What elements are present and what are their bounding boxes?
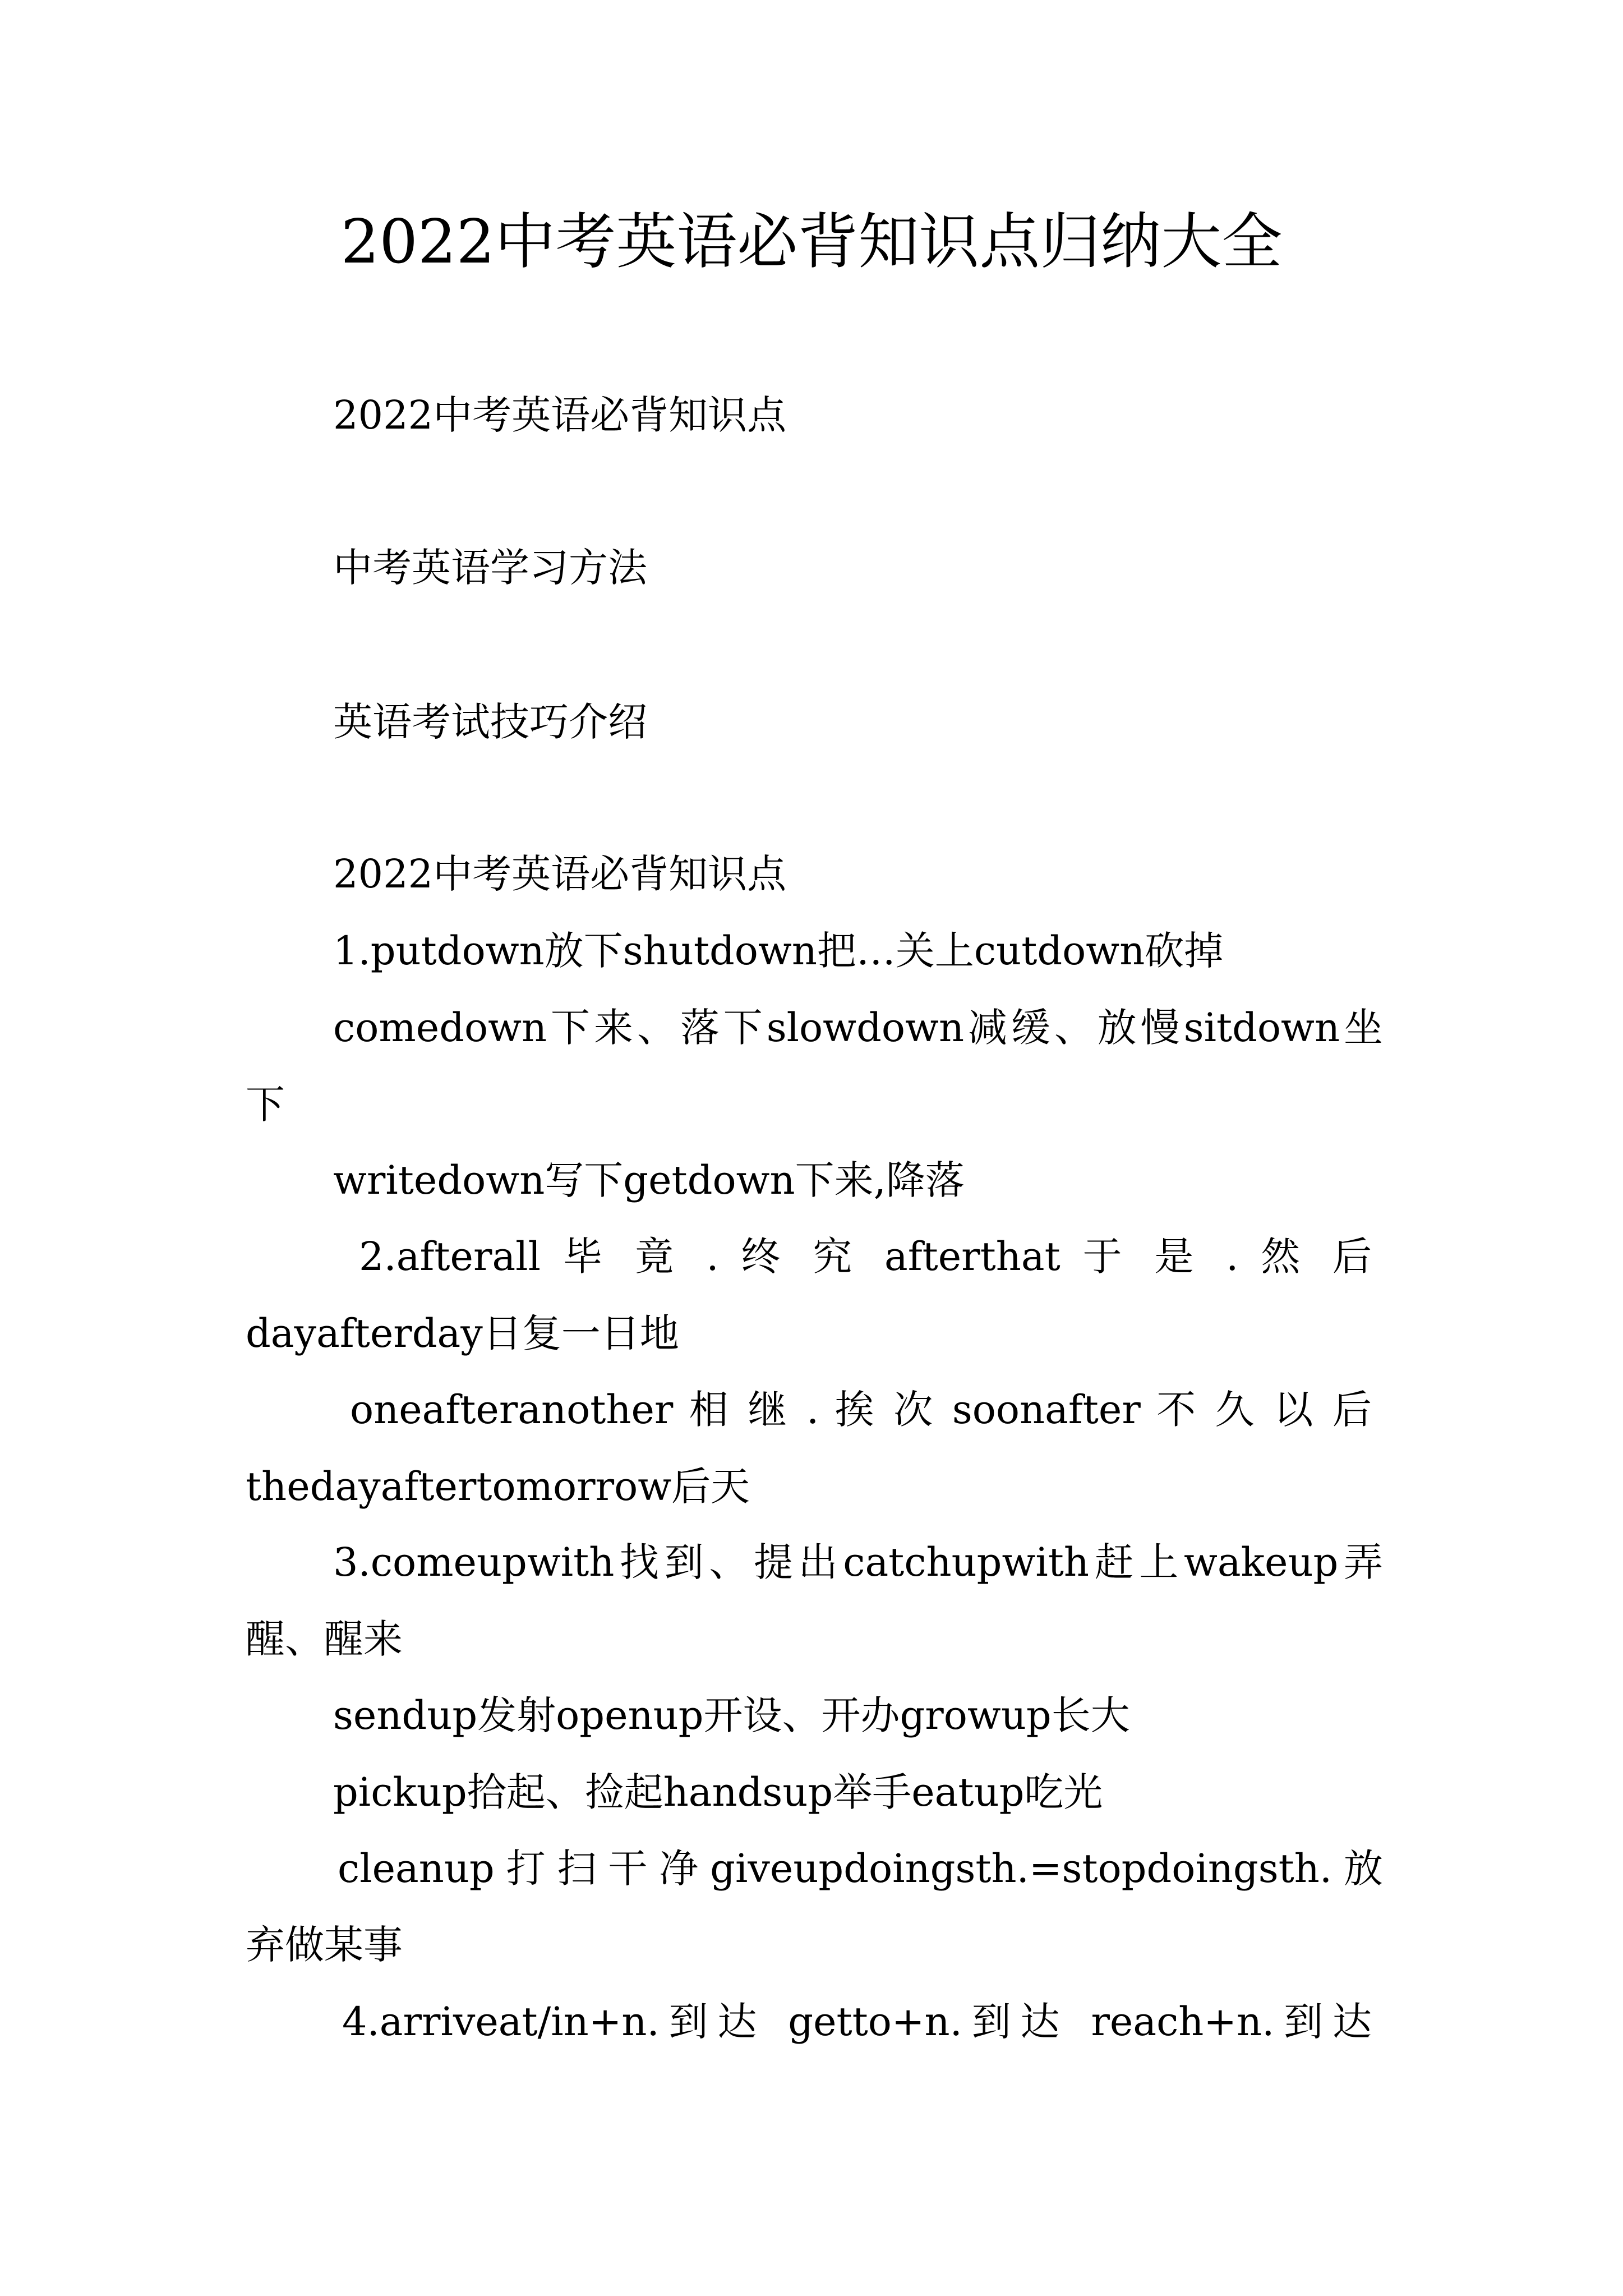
text-line: 2022中考英语必背知识点 <box>333 392 787 438</box>
document-title: 2022中考英语必背知识点归纳大全 <box>340 207 1283 277</box>
text-line: writedown写下getdown下来,降落 <box>333 1157 965 1203</box>
text-line: 弃做某事 <box>246 1922 403 1968</box>
text-line: 下 <box>246 1082 285 1128</box>
text-line: 英语考试技巧介绍 <box>333 699 647 745</box>
text-line: 1.putdown放下shutdown把…关上cutdown砍掉 <box>333 928 1224 974</box>
text-line: 2.afterall 毕 竟 . 终 究 afterthat 于 是 . 然 后 <box>359 1234 1372 1280</box>
text-line: comedown下来、落下slowdown减缓、放慢sitdown坐 <box>333 1005 1383 1051</box>
text-line: 醒、醒来 <box>246 1616 403 1662</box>
text-line: 3.comeupwith找到、提出catchupwith赶上wakeup弄 <box>333 1539 1383 1585</box>
text-line: dayafterday日复一日地 <box>246 1310 679 1356</box>
text-line: cleanup打扫干净giveupdoingsth.=stopdoingsth.放 <box>338 1846 1383 1892</box>
text-line: oneafteranother 相 继 . 挨 次 soonafter 不 久 以 后 <box>350 1387 1372 1433</box>
text-line: pickup拾起、捡起handsup举手eatup吃光 <box>333 1769 1103 1815</box>
text-line: sendup发射openup开设、开办growup长大 <box>333 1692 1130 1738</box>
text-line: 2022中考英语必背知识点 <box>333 851 787 897</box>
text-line: thedayaftertomorrow后天 <box>246 1464 750 1510</box>
text-line: 4.arriveat/in+n.到达 getto+n.到达 reach+n.到达 <box>342 1999 1372 2045</box>
text-line: 中考英语学习方法 <box>333 545 647 591</box>
